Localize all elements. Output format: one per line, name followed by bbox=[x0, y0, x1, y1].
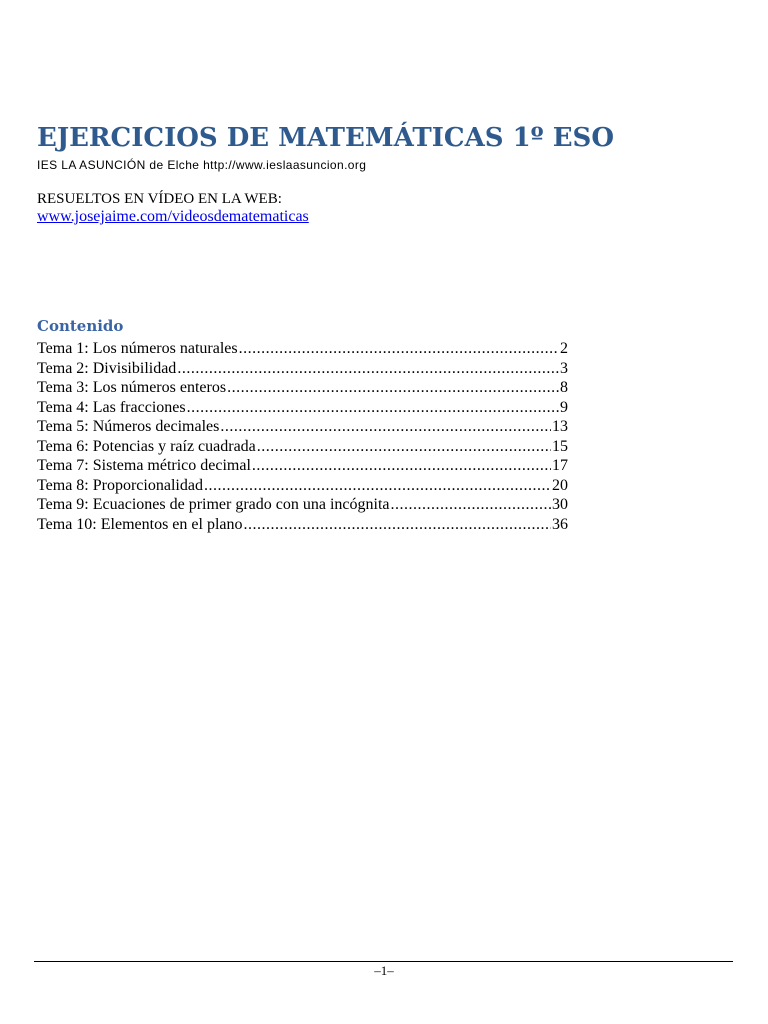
toc-entry-label: Tema 1: Los números naturales bbox=[37, 340, 238, 357]
toc-entry-label: Tema 6: Potencias y raíz cuadrada bbox=[37, 437, 256, 455]
toc-leader-dots bbox=[204, 476, 551, 496]
toc-leader-dots bbox=[187, 398, 559, 418]
toc-entry-label: Tema 3: Los números enteros bbox=[37, 379, 227, 396]
document-title: EJERCICIOS DE MATEMÁTICAS 1º ESO bbox=[37, 123, 614, 153]
toc-entry-tema-3[interactable] bbox=[37, 378, 568, 398]
toc-entry-page: 15 bbox=[552, 437, 568, 455]
toc-entry-page: 9 bbox=[560, 398, 568, 416]
school-subtitle: IES LA ASUNCIÓN de Elche http://www.ieslaasuncion.org bbox=[37, 158, 367, 172]
toc-entry-label: Tema 7: Sistema métrico decimal bbox=[37, 457, 251, 474]
toc-leader-dots bbox=[239, 339, 559, 359]
toc-heading: Contenido bbox=[37, 317, 124, 335]
toc-entry-page: 2 bbox=[560, 340, 568, 357]
toc-entry-label: Tema 2: Divisibilidad bbox=[37, 359, 177, 377]
toc-entry-label: Tema 8: Proporcionalidad bbox=[37, 476, 203, 494]
video-notice: RESUELTOS EN VÍDEO EN LA WEB: bbox=[37, 191, 282, 207]
toc-leader-dots bbox=[220, 417, 551, 437]
toc-entry-tema-1[interactable] bbox=[37, 339, 568, 359]
toc-leader-dots bbox=[391, 495, 551, 515]
toc-leader-dots bbox=[243, 515, 551, 535]
toc-entry-tema-10[interactable] bbox=[37, 515, 568, 535]
toc-entry-tema-8[interactable] bbox=[37, 476, 568, 496]
toc-entry-label: Tema 9: Ecuaciones de primer grado con una incógnita bbox=[37, 496, 390, 513]
toc-entry-tema-2[interactable] bbox=[37, 359, 568, 379]
toc-leader-dots bbox=[252, 456, 551, 476]
toc-leader-dots bbox=[227, 378, 559, 398]
page-number: –1– bbox=[374, 963, 394, 978]
toc-entry-page: 30 bbox=[552, 496, 568, 513]
toc-entry-tema-4[interactable] bbox=[37, 398, 568, 418]
toc-entry-tema-6[interactable] bbox=[37, 437, 568, 457]
toc-entry-tema-7[interactable] bbox=[37, 456, 568, 476]
toc-entry-page: 8 bbox=[560, 379, 568, 396]
toc-entry-page: 17 bbox=[552, 457, 568, 474]
toc-entry-page: 36 bbox=[552, 515, 568, 533]
table-of-contents bbox=[37, 339, 568, 534]
video-website-link[interactable]: www.josejaime.com/videosdematematicas bbox=[37, 208, 309, 225]
toc-leader-dots bbox=[257, 437, 551, 457]
toc-entry-page: 3 bbox=[560, 359, 568, 377]
toc-entry-label: Tema 4: Las fracciones bbox=[37, 398, 186, 416]
toc-entry-label: Tema 10: Elementos en el plano bbox=[37, 515, 243, 533]
toc-entry-tema-9[interactable] bbox=[37, 495, 568, 515]
toc-leader-dots bbox=[177, 359, 559, 379]
toc-entry-page: 13 bbox=[552, 418, 568, 435]
toc-entry-tema-5[interactable] bbox=[37, 417, 568, 437]
toc-entry-label: Tema 5: Números decimales bbox=[37, 418, 220, 435]
toc-entry-page: 20 bbox=[552, 476, 568, 494]
